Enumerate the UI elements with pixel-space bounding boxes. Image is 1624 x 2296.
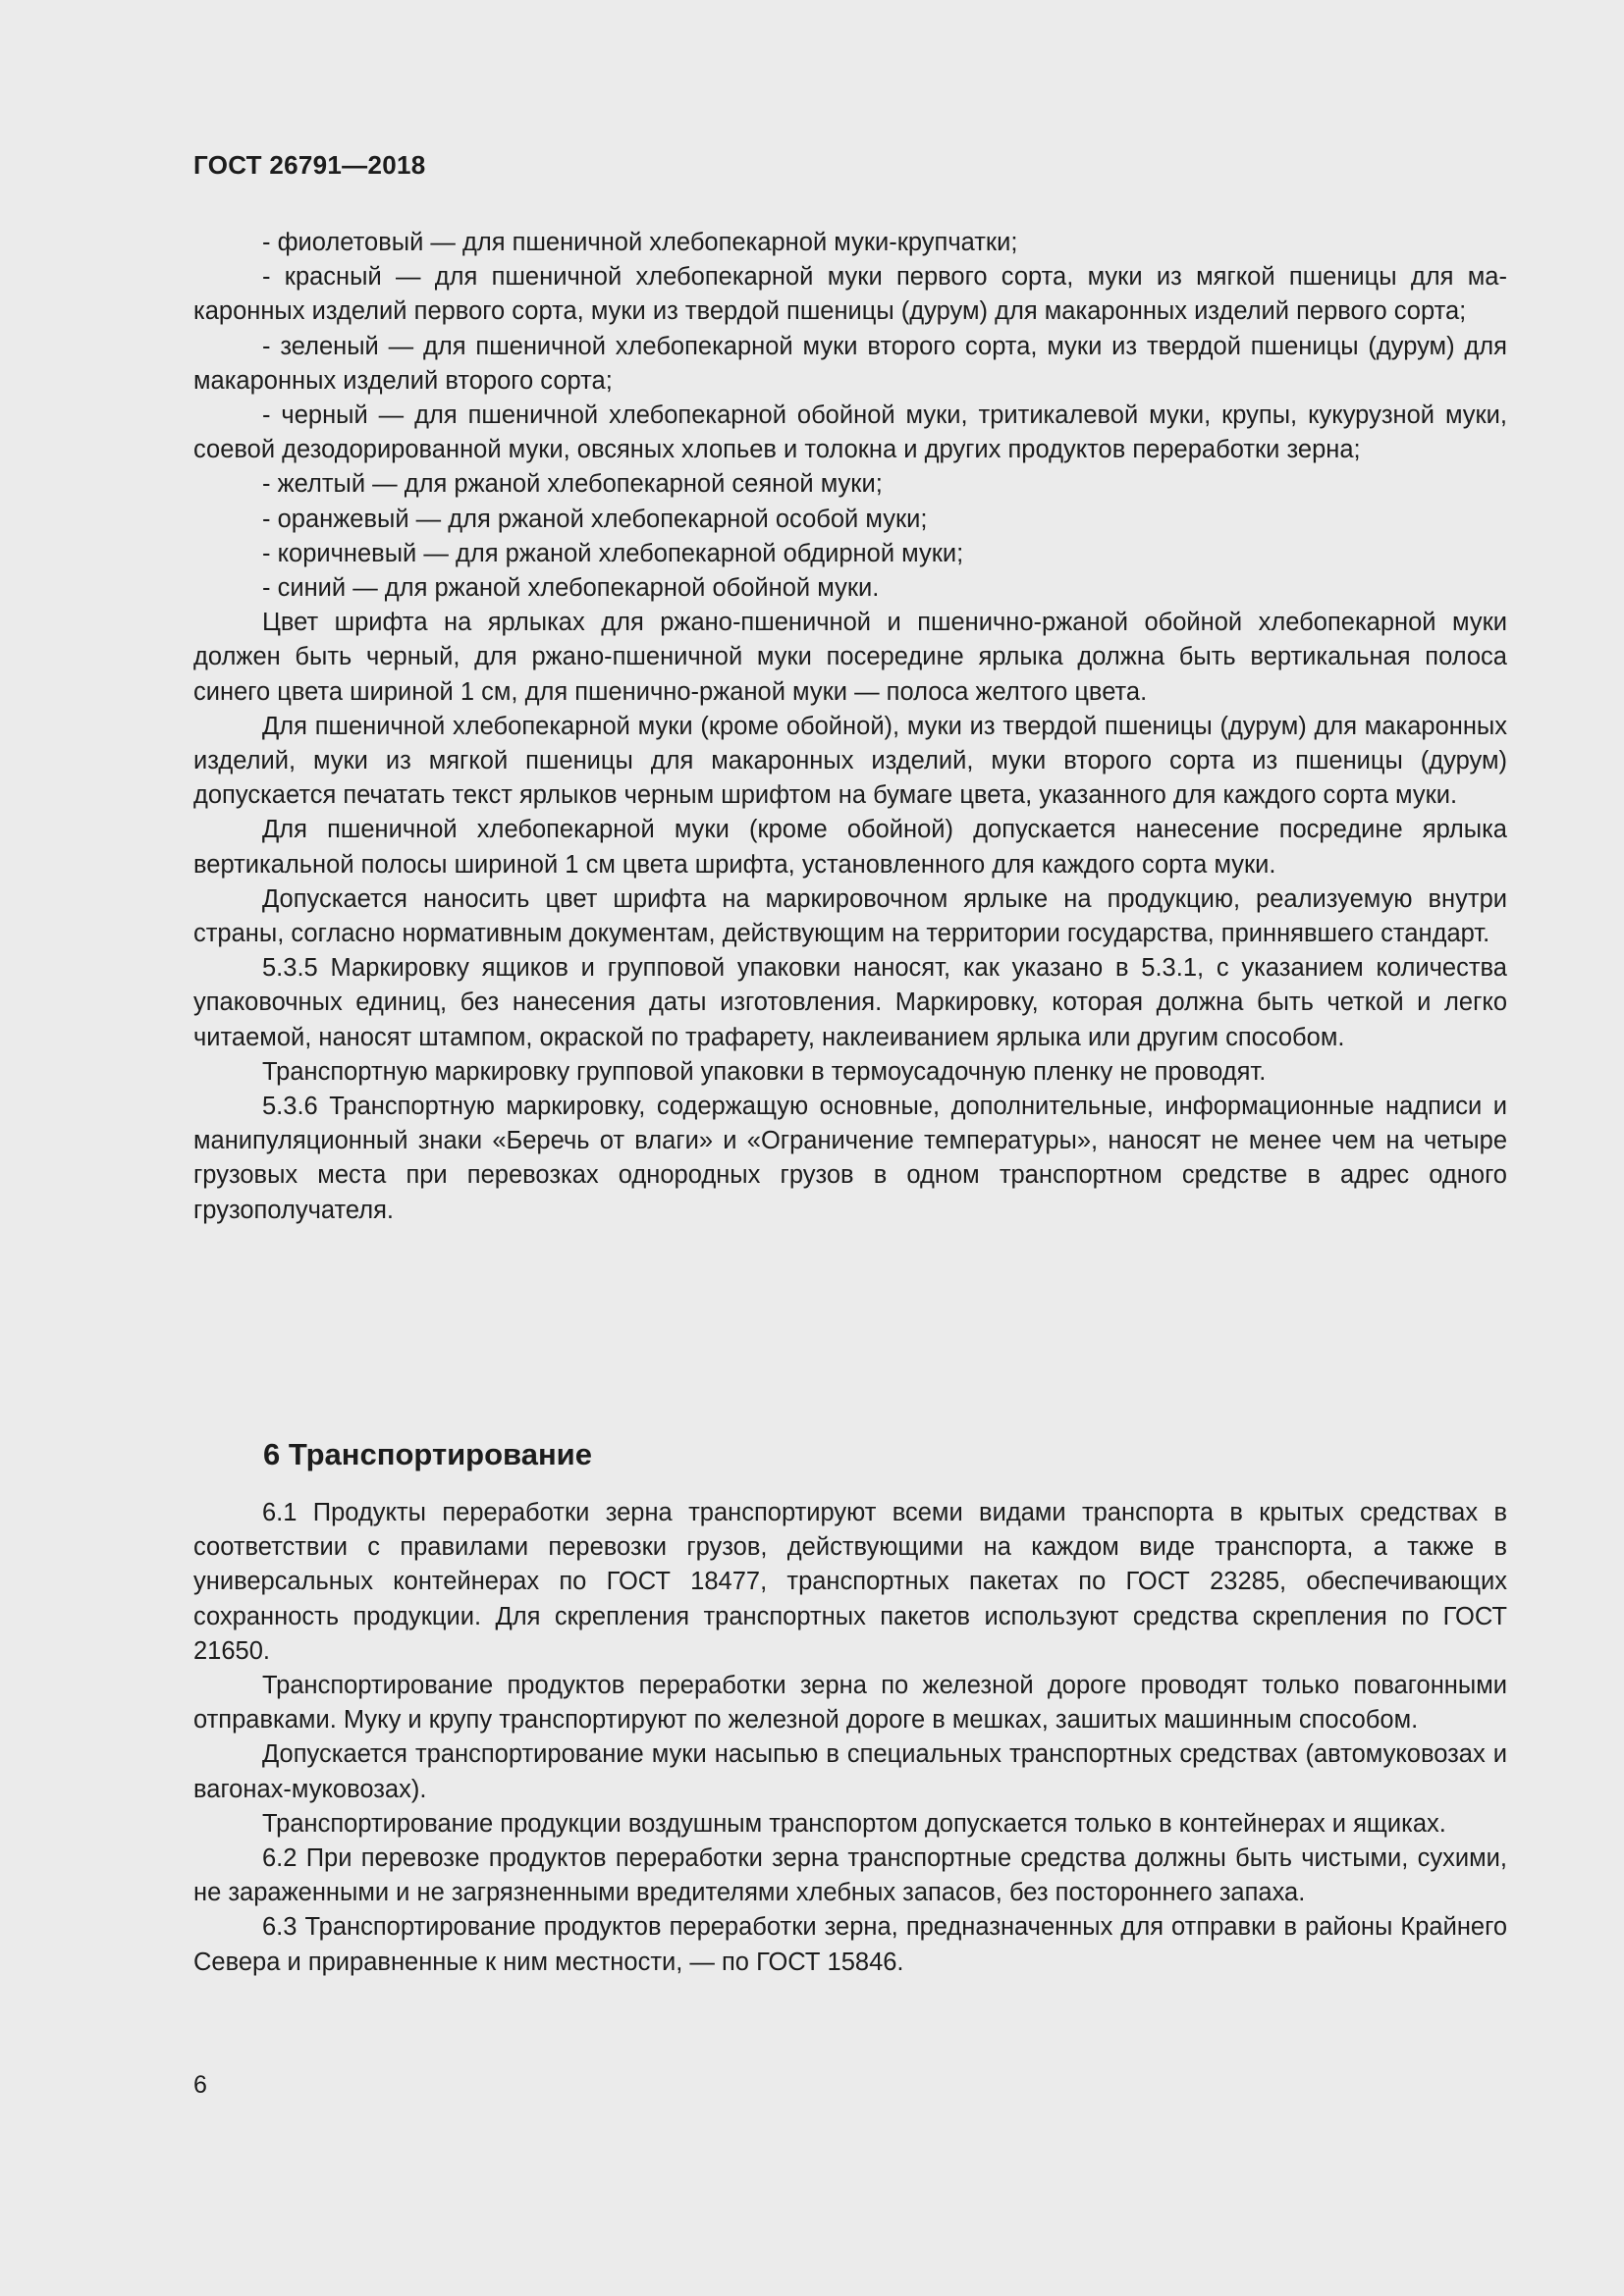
paragraph: 5.3.5 Маркировку ящиков и групповой упаковки наносят, как указано в 5.3.1, с указанием количества упаковочных единиц, без нанесения даты изготовления. Маркировку, которая должна быть четкой и легко читаемой, наносят штампом, окраской по трафарету, наклеиванием ярлыка или другим способом. [193,954,1507,1051]
paragraph: Транспортную маркировку групповой упаковки в термоусадочную пленку не проводят. [262,1057,1267,1086]
paragraph: - фиолетовый — для пшеничной хлебопекарной муки-крупчатки; [262,229,1018,256]
paragraph: 6.1 Продукты переработки зерна транспортируют всеми видами транспорта в крытых средствах в соответствии с правилами перевозки грузов, действующими на каждом виде транспорта, а также в универсальных контейнерах по ГОСТ 18477, транспортных пакетах по ГОСТ 23285, обеспечивающих сохранность продукции. Для скрепления транспортных пакетов используют средства скрепления по ГОСТ 21650. [193,1499,1507,1665]
paragraph: Допускается транспортирование муки насыпью в специальных транспортных средствах (автомуковозах и вагонах-муковозах). [193,1740,1507,1803]
paragraph: Цвет шрифта на ярлыках для ржано-пшеничной и пшенично-ржаной обойной хлебопекарной муки должен быть черный, для ржано-пшеничной муки посередине ярлыка должна быть вертикальная полоса синего цвета шириной 1 см, для пшенично-ржаной муки — полоса желтого цвета. [193,609,1507,706]
document-header: ГОСТ 26791—2018 [193,150,426,180]
paragraph: 6.2 При перевозке продуктов переработки зерна транспортные средства должны быть чистыми, сухими, не зараженными и не загрязненными вредителями хлебных запасов, без постороннего запаха. [193,1844,1507,1907]
page-number: 6 [193,2071,207,2099]
section-body [193,1496,1507,1980]
paragraph: Транспортирование продуктов переработки зерна по железной дороге проводят только повагонными отправками. Муку и крупу транспортируют по железной дороге в мешках, зашитых машинным способом. [193,1672,1507,1735]
body-text [193,226,1507,1228]
paragraph: - синий — для ржаной хлебопекарной обойной муки. [262,574,880,603]
paragraph: 5.3.6 Транспортную маркировку, содержащую основные, дополнительные, информационные надписи и манипуляционный знаки «Беречь от влаги» и «Ограничение температуры», наносят не менее чем на четыре грузовых места при перевозках однородных грузов в одном транспортном средстве в адрес одного грузополучателя. [193,1093,1507,1224]
paragraph: - коричневый — для ржаной хлебопекарной обдирной муки; [262,539,964,567]
paragraph: - красный — для пшеничной хлебопекарной муки первого сорта, муки из мягкой пшеницы для макаронных изделий первого сорта, муки из твердой пшеницы (дурум) для макаронных изделий первого сорта; [193,263,1507,326]
paragraph: - черный — для пшеничной хлебопекарной обойной муки, тритикалевой муки, крупы, кукурузной муки, соевой дезодорированной муки, овсяных хлопьев и толокна и других продуктов переработки зерна; [193,401,1507,464]
paragraph: 6.3 Транспортирование продуктов переработки зерна, предназначенных для отправки в районы Крайнего Севера и приравненные к ним местности, — по ГОСТ 15846. [193,1913,1507,1976]
paragraph: Допускается наносить цвет шрифта на маркировочном ярлыке на продукцию, реализуемую внутри страны, согласно нормативным документам, действующим на территории государства, приннявшего стандарт. [193,884,1507,948]
paragraph: - желтый — для ржаной хлебопекарной сеяной муки; [262,470,883,499]
paragraph: Для пшеничной хлебопекарной муки (кроме обойной) допускается нанесение посредине ярлыка вертикальной полосы шириной 1 см цвета шрифта, установленного для каждого сорта муки. [193,816,1507,879]
paragraph: Для пшеничной хлебопекарной муки (кроме обойной), муки из твердой пшеницы (дурум) для макаронных изделий, муки из мягкой пшеницы для макаронных изделий, муки второго сорта из пшеницы (дурум) допускается печатать текст ярлыков черным шрифтом на бумаге цвета, указанного для каждого сорта муки. [193,712,1507,810]
paragraph: - зеленый — для пшеничной хлебопекарной муки второго сорта, муки из твердой пшеницы (дурум) для макаронных изделий второго сорта; [193,332,1507,395]
paragraph: Транспортирование продукции воздушным транспортом допускается только в контейнерах и ящиках. [262,1809,1446,1838]
section-heading: 6 Транспортирование [263,1437,592,1471]
paragraph: - оранжевый — для ржаной хлебопекарной особой муки; [262,505,928,533]
